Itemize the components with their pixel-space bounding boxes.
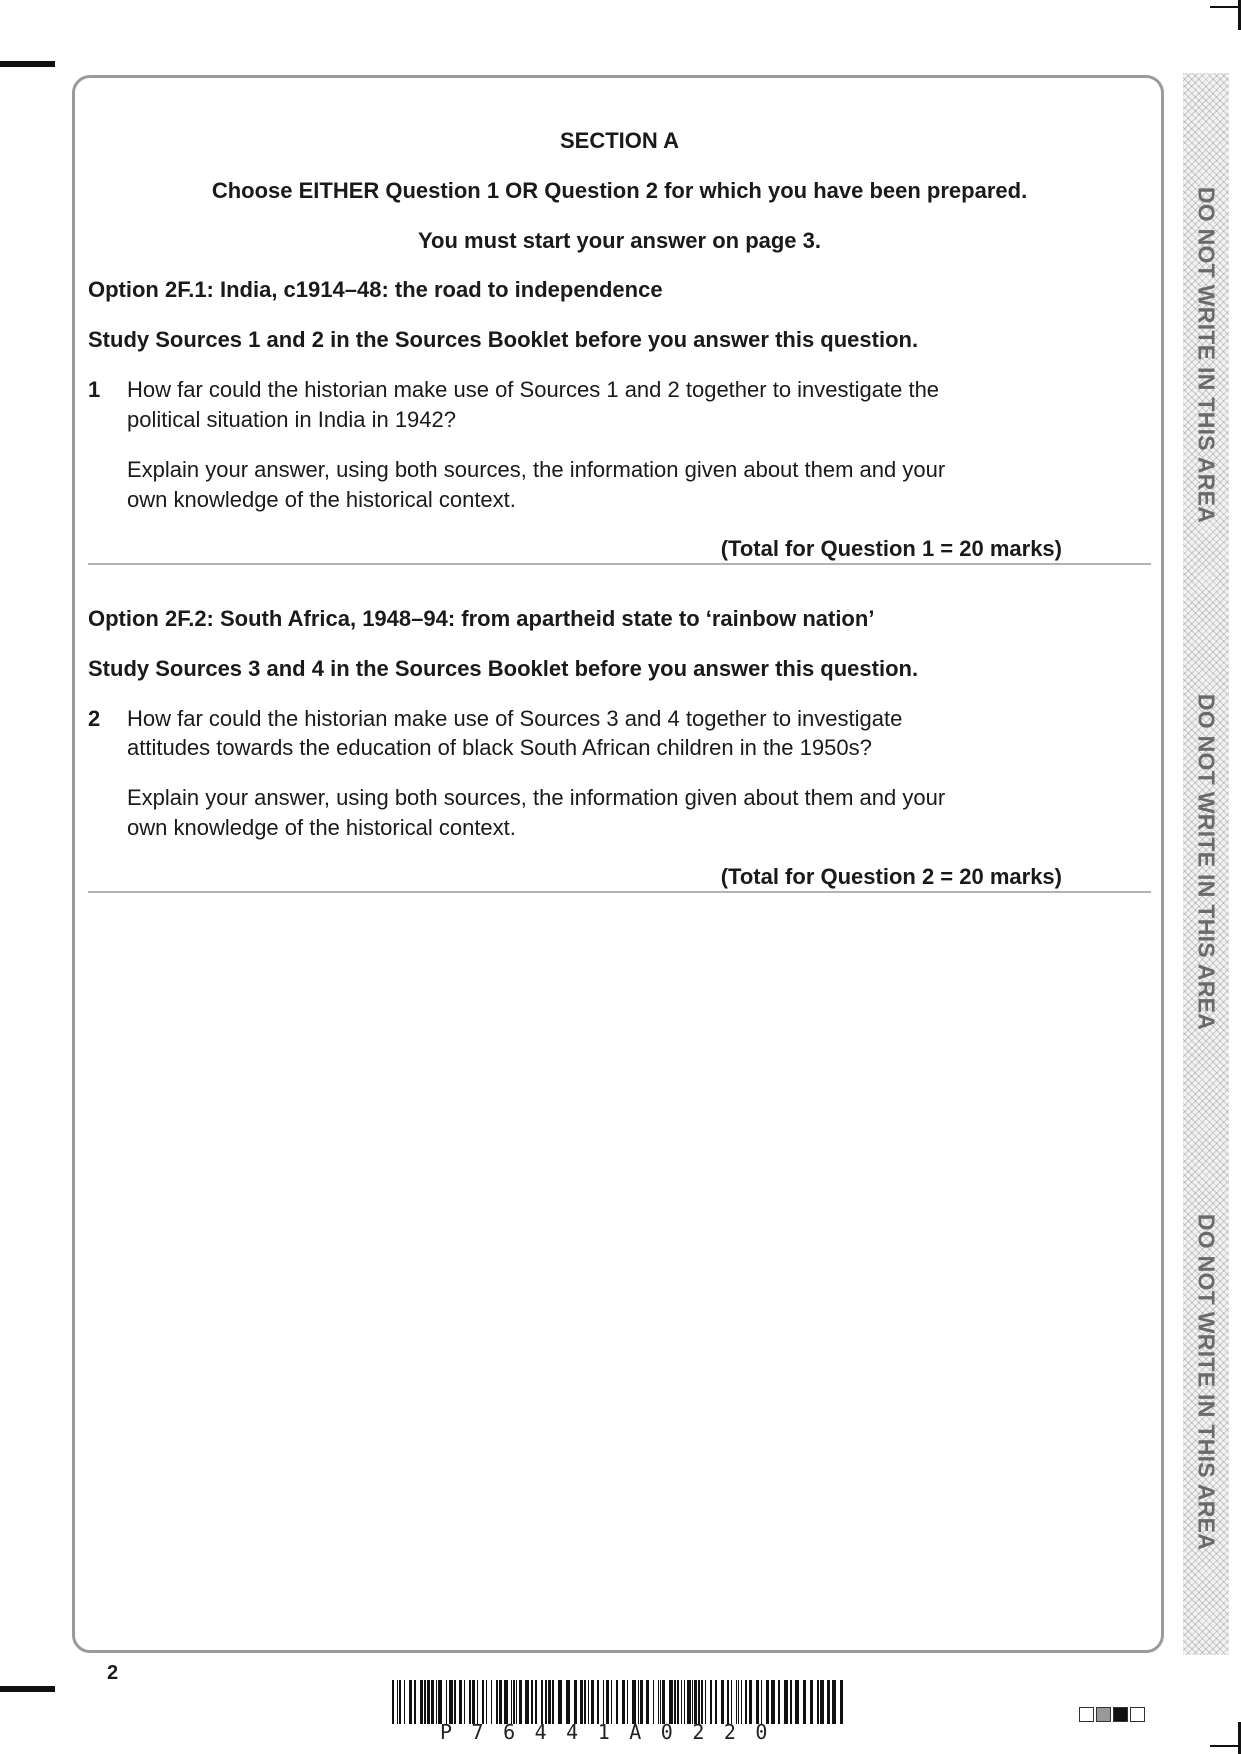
- check-square-white: [1079, 1707, 1094, 1722]
- barcode-bar: [574, 1680, 577, 1724]
- crop-mark-top-left: [0, 61, 55, 67]
- barcode-bar: [736, 1680, 737, 1724]
- barcode-bar: [761, 1680, 762, 1724]
- barcode-bar: [766, 1680, 769, 1724]
- barcode-bar: [721, 1680, 724, 1724]
- barcode-bar: [705, 1680, 706, 1724]
- barcode-bar: [715, 1680, 717, 1724]
- barcode-bar: [827, 1680, 830, 1724]
- barcode-bar: [653, 1680, 654, 1724]
- barcode-bar: [427, 1680, 430, 1724]
- barcode-bar: [399, 1680, 401, 1724]
- barcode-bar: [531, 1680, 533, 1724]
- study-instruction-2: Study Sources 3 and 4 in the Sources Booklet before you answer this question.: [88, 656, 919, 681]
- barcode-bar: [660, 1680, 661, 1724]
- page-number: 2: [107, 1662, 119, 1684]
- explain-2-line-1: Explain your answer, using both sources, the information given about them and your: [127, 785, 946, 810]
- barcode-bar: [817, 1680, 819, 1724]
- barcode-bar: [684, 1680, 685, 1724]
- barcode-bar: [662, 1680, 665, 1724]
- barcode-bar: [694, 1680, 697, 1724]
- barcode-bar: [756, 1680, 759, 1724]
- question-divider-1: [88, 563, 1151, 565]
- barcode-bar: [459, 1680, 462, 1724]
- barcode-bar: [491, 1680, 492, 1724]
- barcode-bar: [677, 1680, 679, 1724]
- barcode-bar: [701, 1680, 703, 1724]
- section-title: SECTION A: [560, 128, 679, 153]
- check-square-white-2: [1130, 1707, 1145, 1722]
- barcode-bar: [499, 1680, 502, 1724]
- barcode-bar: [790, 1680, 792, 1724]
- total-marks-2: (Total for Question 2 = 20 marks): [720, 864, 1062, 889]
- barcode-bar: [597, 1680, 599, 1724]
- barcode-bar: [795, 1680, 799, 1724]
- barcode-bar: [446, 1680, 447, 1724]
- barcode-bar: [669, 1680, 673, 1724]
- crop-mark-bottom-left: [0, 1686, 55, 1692]
- barcode-bar: [820, 1680, 824, 1724]
- barcode-bar: [409, 1680, 412, 1724]
- barcode-bar: [513, 1680, 515, 1724]
- crop-mark-bottom-right-h: [1210, 1745, 1241, 1747]
- barcode-bar: [504, 1680, 508, 1724]
- barcode-bar: [658, 1680, 659, 1724]
- barcode-bar: [687, 1680, 691, 1724]
- barcode-bar: [420, 1680, 423, 1724]
- barcode-bar: [832, 1680, 836, 1724]
- barcode-bar: [519, 1680, 522, 1724]
- total-marks-1: (Total for Question 1 = 20 marks): [720, 536, 1062, 561]
- barcode-bar: [548, 1680, 551, 1724]
- barcode-bar: [449, 1680, 453, 1724]
- question-divider-2: [88, 891, 1151, 893]
- barcode-bar: [741, 1680, 742, 1724]
- barcode-bar: [638, 1680, 639, 1724]
- barcode-bar: [516, 1680, 517, 1724]
- barcode-bar: [535, 1680, 537, 1724]
- explain-1-line-2: own knowledge of the historical context.: [127, 487, 516, 512]
- barcode-bar: [738, 1680, 739, 1724]
- barcode-bar: [803, 1680, 806, 1724]
- barcode-bar: [496, 1680, 498, 1724]
- barcode-bar: [541, 1680, 543, 1724]
- barcode-bar: [749, 1680, 752, 1724]
- barcode-bar: [486, 1680, 487, 1724]
- barcode-bar: [566, 1680, 570, 1724]
- barcode-text: P76441A0220: [440, 1720, 787, 1744]
- question-2-line-2: attitudes towards the education of black South African children in the 1950s?: [127, 735, 872, 760]
- explain-1-line-1: Explain your answer, using both sources, the information given about them and your: [127, 457, 946, 482]
- check-square-black: [1113, 1707, 1128, 1722]
- barcode-bar: [454, 1680, 456, 1724]
- barcode-bar: [674, 1680, 676, 1724]
- explain-2-line-2: own knowledge of the historical context.: [127, 815, 516, 840]
- barcode-bar: [397, 1680, 398, 1724]
- barcode-bar: [603, 1680, 604, 1724]
- barcode-bar: [731, 1680, 732, 1724]
- barcode-bar: [616, 1680, 618, 1724]
- barcode-bar: [771, 1680, 775, 1724]
- check-square-grey: [1096, 1707, 1111, 1722]
- barcode-bar: [552, 1680, 554, 1724]
- barcode: [392, 1680, 844, 1724]
- barcode-bar: [464, 1680, 465, 1724]
- barcode-bar: [622, 1680, 625, 1724]
- barcode-bar: [580, 1680, 583, 1724]
- question-number-2: 2: [88, 706, 101, 731]
- barcode-bar: [778, 1680, 780, 1724]
- question-2-line-1: How far could the historian make use of Sources 3 and 4 together to investigate: [127, 706, 903, 731]
- barcode-bar: [810, 1680, 813, 1724]
- barcode-bar: [431, 1680, 434, 1724]
- crop-mark-top-right-h: [1210, 6, 1241, 8]
- barcode-bar: [424, 1680, 426, 1724]
- barcode-bar: [584, 1680, 586, 1724]
- barcode-bar: [627, 1680, 628, 1724]
- barcode-bar: [611, 1680, 612, 1724]
- barcode-bar: [477, 1680, 478, 1724]
- barcode-bar: [436, 1680, 437, 1724]
- barcode-bar: [632, 1680, 636, 1724]
- barcode-bar: [692, 1680, 693, 1724]
- instruction-choose: Choose EITHER Question 1 OR Question 2 for which you have been prepared.: [211, 178, 1028, 203]
- barcode-bar: [392, 1680, 394, 1724]
- barcode-bar: [646, 1680, 649, 1724]
- barcode-bar: [840, 1680, 843, 1724]
- question-1-line-1: How far could the historian make use of Sources 1 and 2 together to investigate the: [127, 377, 940, 402]
- barcode-bar: [591, 1680, 594, 1724]
- barcode-bar: [414, 1680, 416, 1724]
- barcode-bar: [558, 1680, 562, 1724]
- option-title-2: Option 2F.2: South Africa, 1948–94: from apartheid state to ‘rainbow nation’: [88, 606, 875, 631]
- barcode-bar: [710, 1680, 712, 1724]
- colour-check-squares: [1079, 1707, 1147, 1722]
- barcode-bar: [482, 1680, 484, 1724]
- barcode-bar: [640, 1680, 643, 1724]
- barcode-bar: [469, 1680, 471, 1724]
- study-instruction-1: Study Sources 1 and 2 in the Sources Booklet before you answer this question.: [88, 327, 919, 352]
- barcode-bar: [438, 1680, 442, 1724]
- barcode-bar: [606, 1680, 609, 1724]
- barcode-bar: [784, 1680, 788, 1724]
- question-1-line-2: political situation in India in 1942?: [127, 407, 457, 432]
- barcode-bar: [745, 1680, 747, 1724]
- barcode-bar: [545, 1680, 547, 1724]
- barcode-bar: [472, 1680, 475, 1724]
- barcode-bar: [727, 1680, 729, 1724]
- barcode-bar: [525, 1680, 529, 1724]
- instruction-start: You must start your answer on page 3.: [417, 228, 821, 253]
- barcode-bar: [511, 1680, 512, 1724]
- option-title-1: Option 2F.1: India, c1914–48: the road to independence: [88, 277, 663, 302]
- barcode-bar: [404, 1680, 405, 1724]
- question-number-1: 1: [88, 377, 101, 402]
- barcode-bar: [588, 1680, 589, 1724]
- barcode-bar: [698, 1680, 700, 1724]
- barcode-bar: [681, 1680, 682, 1724]
